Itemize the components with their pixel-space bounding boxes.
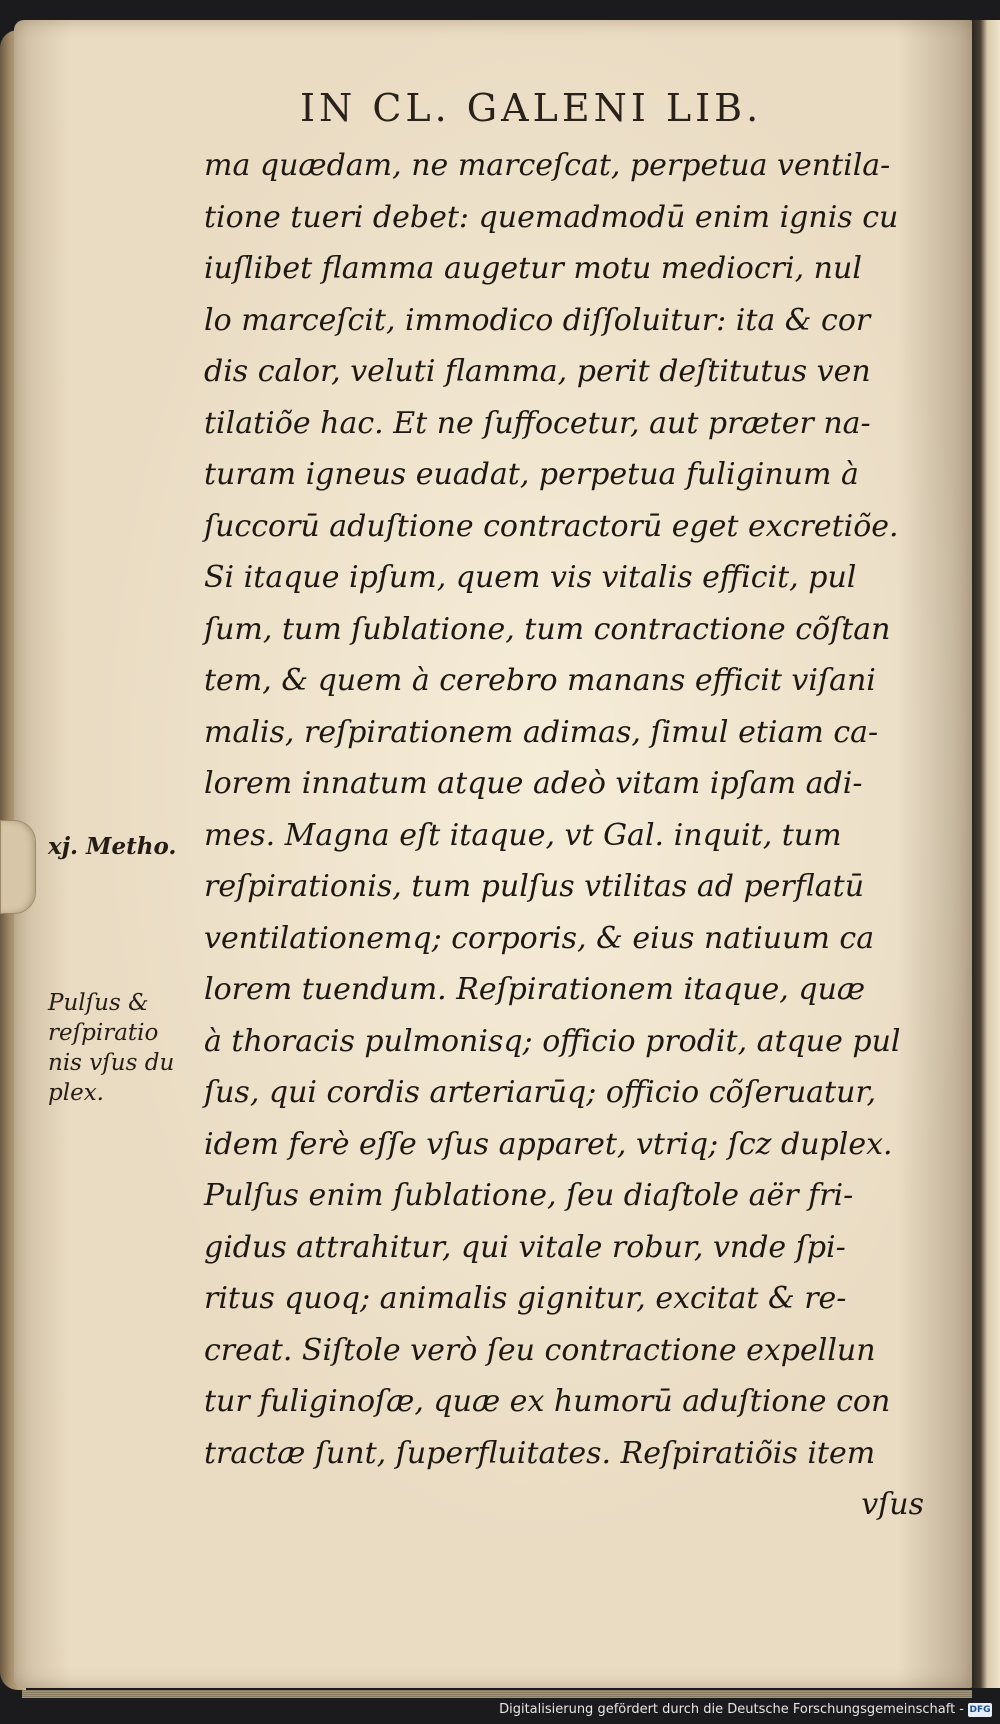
- text-line: tione tueri debet: quemadmodū enim ignis cu: [204, 199, 899, 235]
- catchword: vſus: [861, 1487, 924, 1522]
- margin-note-pulse-respiration: [48, 988, 196, 1108]
- gutter-shadow: [972, 20, 1000, 1688]
- text-line: lorem innatum atque adeò vitam ipſam adi-: [204, 766, 863, 801]
- text-line: lorem tuendum. Reſpirationem itaque, quæ: [204, 972, 866, 1007]
- page-edges: [22, 1690, 972, 1698]
- text-line: tractæ ſunt, ſuperfluitates. Reſpiratiõis item: [204, 1435, 876, 1471]
- text-line: mes. Magna eſt itaque, vt Gal. inquit, tum: [204, 817, 842, 853]
- text-line: ſuccorū aduſtione contractorū eget excretiõe.: [204, 508, 899, 544]
- text-line: ma quædam, ne marceſcat, perpetua ventila-: [204, 148, 891, 183]
- text-line: ſus, qui cordis arteriarūq; officio cõſeruatur,: [204, 1075, 876, 1110]
- text-line: idem ferè eſſe vſus apparet, vtriq; ſcz duplex.: [204, 1126, 893, 1162]
- text-line: lo marceſcit, immodico diſſoluitur: ita & cor: [204, 302, 871, 338]
- page-tab-marker: [0, 820, 36, 914]
- text-line: malis, reſpirationem adimas, ſimul etiam ca-: [204, 714, 879, 750]
- body-text: [204, 140, 930, 1531]
- margin-note-line: nis vſus du: [48, 1050, 175, 1076]
- margin-note-reference: xj. Metho.: [48, 833, 177, 860]
- dfg-logo-icon: DFG: [969, 1705, 991, 1715]
- margin-note-line: plex.: [48, 1080, 104, 1106]
- text-line: Si itaque ipſum, quem vis vitalis efficit, pul: [204, 560, 857, 595]
- text-line: Pulſus enim ſublatione, ſeu diaſtole aër fri-: [204, 1178, 854, 1213]
- text-line: ſum, tum ſublatione, tum contractione cõſtan: [204, 611, 891, 647]
- margin-note-line: Pulſus &: [48, 990, 149, 1016]
- text-line: tilatiõe hac. Et ne ſuffocetur, aut præter na-: [204, 405, 871, 441]
- funding-credit: Digitalisierung gefördert durch die Deutsche Forschungsgemeinschaft -: [499, 1702, 964, 1717]
- text-line: tur fuliginoſæ, quæ ex humorū aduſtione con: [204, 1384, 891, 1419]
- text-line: à thoracis pulmonisq; officio prodit, atque pul: [204, 1023, 901, 1059]
- text-line: ritus quoq; animalis gignitur, excitat & re-: [204, 1281, 847, 1316]
- text-line: ventilationemq; corporis, & eius natiuum ca: [204, 920, 875, 956]
- text-line: reſpirationis, tum pulſus vtilitas ad perflatū: [204, 869, 865, 904]
- text-line: gidus attrahitur, qui vitale robur, vnde ſpi-: [204, 1229, 846, 1265]
- text-line: iuſlibet flamma augetur motu mediocri, nul: [204, 251, 862, 286]
- running-head: IN CL. GALENI LIB.: [300, 86, 763, 130]
- margin-note-line: reſpiratio: [48, 1020, 159, 1046]
- text-line: dis calor, veluti flamma, perit deſtitutus ven: [204, 354, 871, 389]
- text-line: turam igneus euadat, perpetua fuliginum à: [204, 457, 859, 492]
- text-line: tem, & quem à cerebro manans efficit viſani: [204, 663, 876, 698]
- text-line: creat. Siſtole verò ſeu contractione expellun: [204, 1332, 876, 1368]
